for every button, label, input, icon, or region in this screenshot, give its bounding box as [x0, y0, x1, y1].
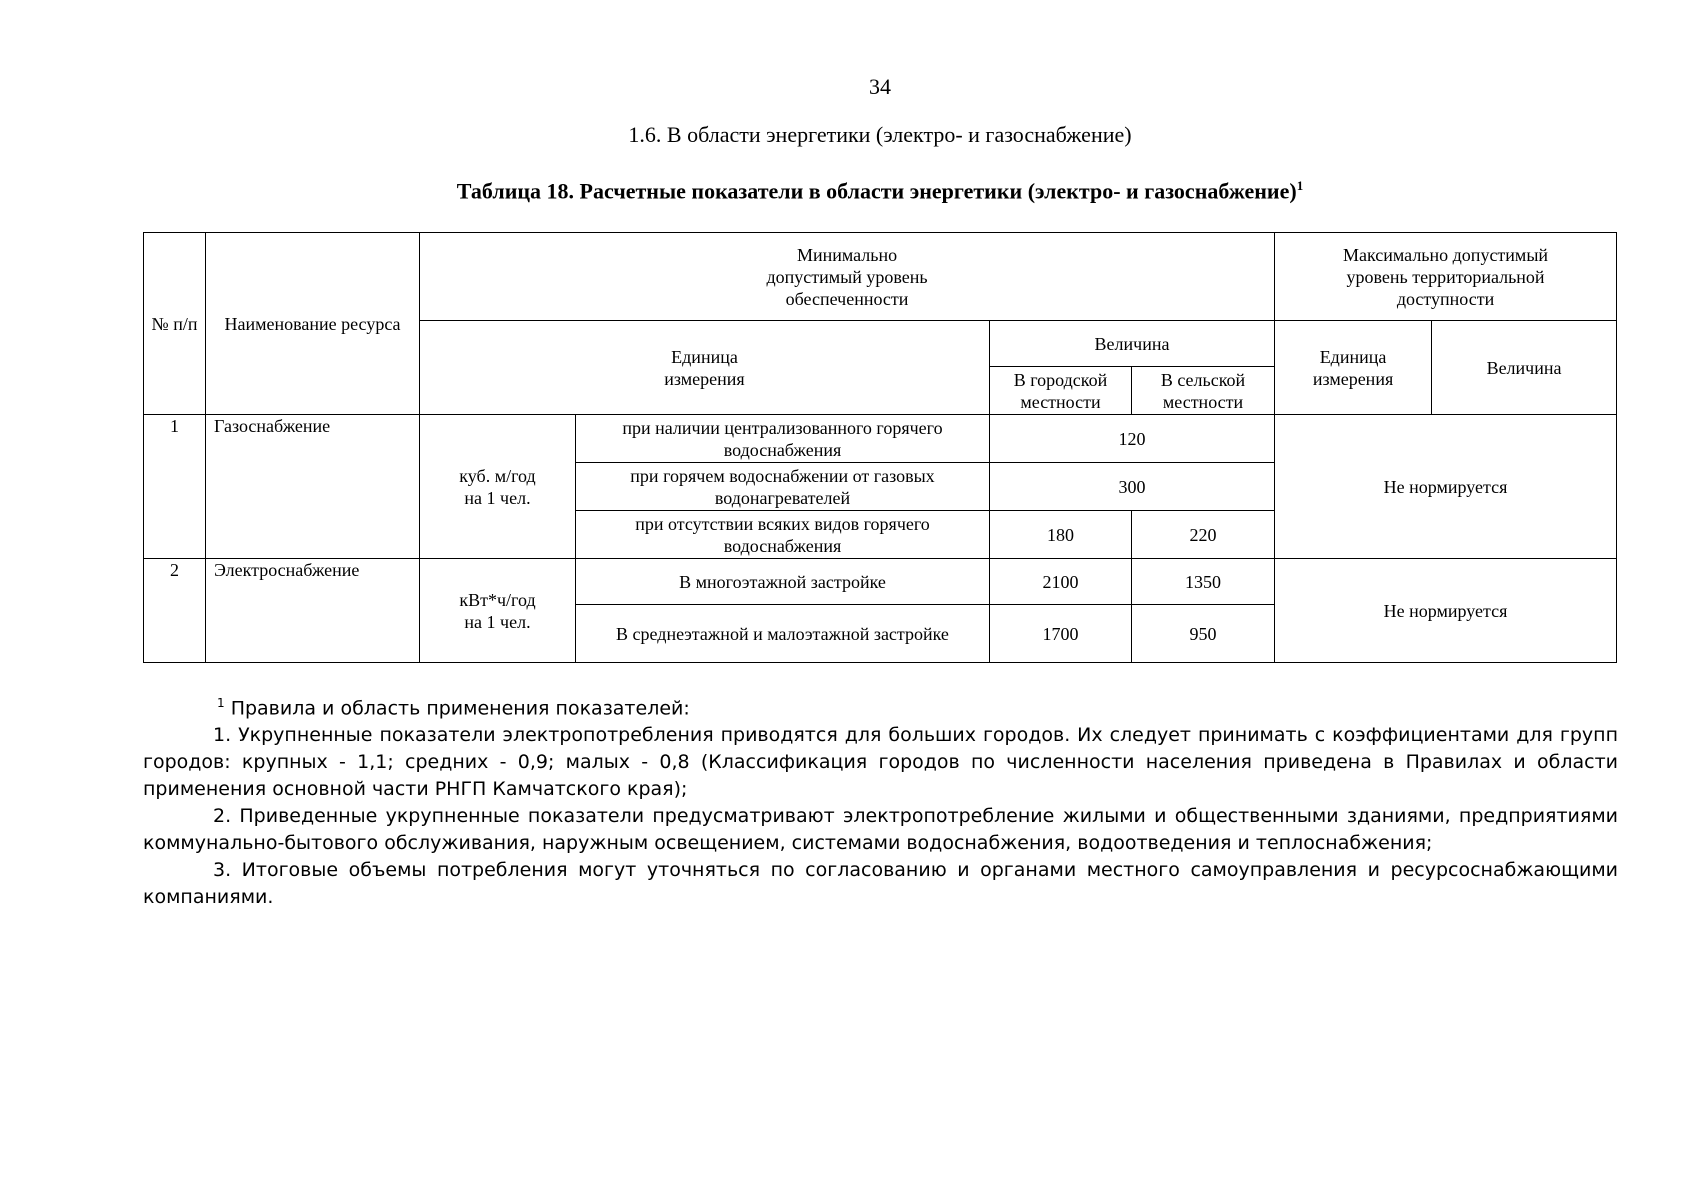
row2-urban-1: 2100 — [990, 559, 1132, 605]
section-title: 1.6. В области энергетики (электро- и газоснабжение) — [628, 122, 1132, 147]
footnote-marker: 1 — [217, 696, 225, 710]
row1-value-2: 300 — [990, 463, 1275, 511]
row2-name: Электроснабжение — [206, 559, 420, 663]
row1-num: 1 — [144, 415, 206, 559]
row1-urban-3: 180 — [990, 511, 1132, 559]
row2-max: Не нормируется — [1275, 559, 1617, 663]
table-row — [144, 415, 1617, 463]
row1-max: Не нормируется — [1275, 415, 1617, 559]
energy-indicators-table — [143, 232, 1617, 663]
footnotes — [143, 690, 1618, 911]
footnote-item-3: 3. Итоговые объемы потребления могут уточняться по согласованию и органами местного самоуправления и ресурсоснабжающими компаниями. — [143, 859, 1618, 909]
footnote-heading — [143, 690, 1618, 722]
header-min-level: Минимально допустимый уровень обеспеченности — [420, 233, 1275, 321]
row2-num: 2 — [144, 559, 206, 663]
page-number: 34 — [869, 74, 891, 99]
header-unit: Единица измерения — [420, 321, 990, 415]
row1-name: Газоснабжение — [206, 415, 420, 559]
row2-condition-1: В многоэтажной застройке — [576, 559, 990, 605]
row1-condition-3: при отсутствии всяких видов горячего водоснабжения — [576, 511, 990, 559]
row2-unit: кВт*ч/год на 1 чел. — [420, 559, 576, 663]
table-title-text: Таблица 18. Расчетные показатели в области энергетики (электро- и газоснабжение) — [456, 178, 1297, 204]
footnote-heading-text: Правила и область применения показателей: — [230, 697, 690, 720]
row1-rural-3: 220 — [1132, 511, 1275, 559]
row1-condition-1: при наличии централизованного горячего водоснабжения — [576, 415, 990, 463]
header-max-unit: Единица измерения — [1275, 321, 1432, 415]
row1-value-1: 120 — [990, 415, 1275, 463]
header-rural: В сельской местности — [1132, 367, 1275, 415]
row2-rural-2: 950 — [1132, 605, 1275, 663]
row2-condition-2: В среднеэтажной и малоэтажной застройке — [576, 605, 990, 663]
header-num: № п/п — [144, 233, 206, 415]
row1-unit: куб. м/год на 1 чел. — [420, 415, 576, 559]
header-max-value: Величина — [1432, 321, 1617, 415]
header-max-level: Максимально допустимый уровень территориальной доступности — [1275, 233, 1617, 321]
table-title — [0, 178, 1697, 204]
table-row — [144, 559, 1617, 605]
header-urban: В городской местности — [990, 367, 1132, 415]
row2-urban-2: 1700 — [990, 605, 1132, 663]
header-resource: Наименование ресурса — [206, 233, 420, 415]
header-value: Величина — [990, 321, 1275, 367]
footnote-item-2: 2. Приведенные укрупненные показатели предусматривают электропотребление жилыми и общественными зданиями, предприятиями коммунально-бытового обслуживания, наружным освещением, системами водоснабжения, водоотведения и теплоснабжения; — [143, 805, 1618, 855]
row2-rural-1: 1350 — [1132, 559, 1275, 605]
table-title-footnote-marker: 1 — [1296, 178, 1304, 193]
footnote-item-1: 1. Укрупненные показатели электропотребления приводятся для больших городов. Их следует принимать с коэффициентами для групп городов: крупных - 1,1; средних - 0,9; малых - 0,8 (Классификация городов по численности населения приведена в Правилах и области применения основной части РНГП Камчатского края); — [143, 724, 1618, 801]
row1-condition-2: при горячем водоснабжении от газовых водонагревателей — [576, 463, 990, 511]
